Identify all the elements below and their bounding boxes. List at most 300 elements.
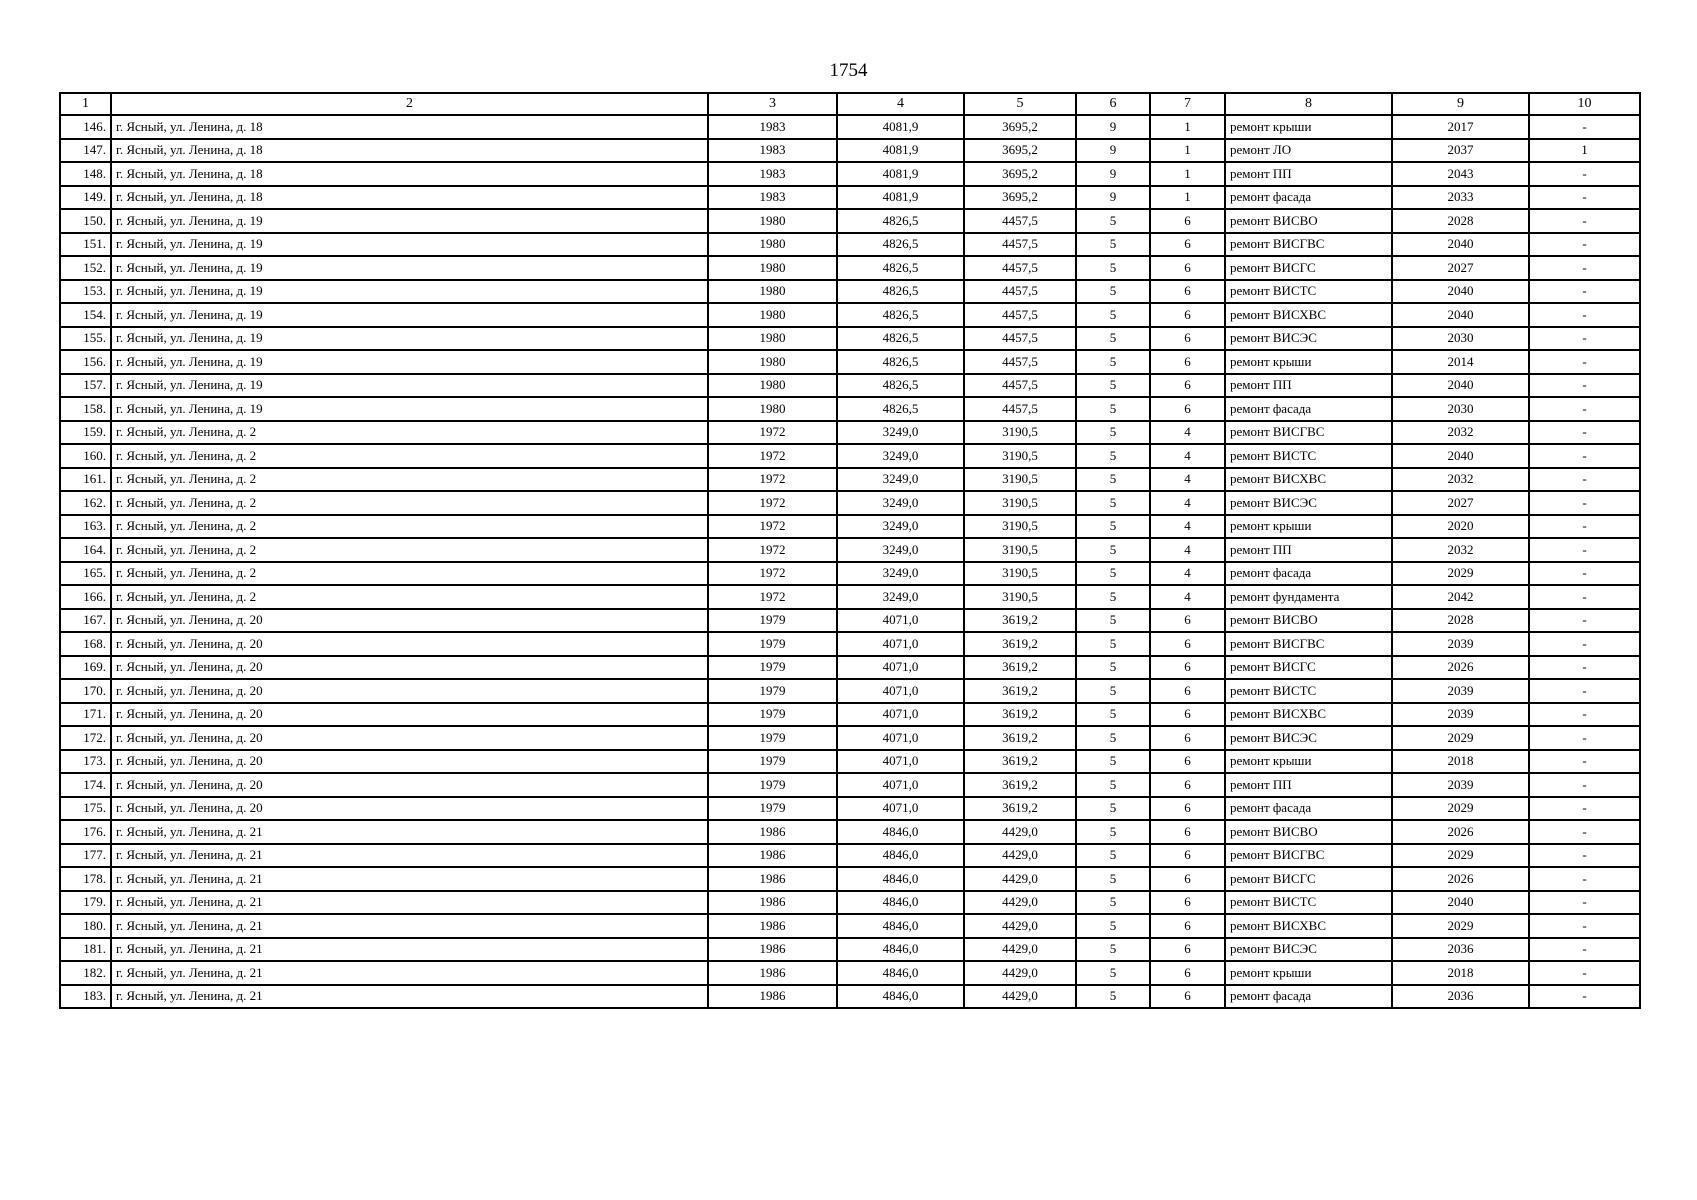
total-area-cell: 4071,0 xyxy=(837,797,964,821)
work-type-cell: ремонт ВИСТС xyxy=(1225,444,1392,468)
table-row xyxy=(60,115,1640,139)
entrances-cell: 4 xyxy=(1150,468,1225,492)
living-area-cell: 3619,2 xyxy=(964,679,1076,703)
row-number: 173. xyxy=(60,750,111,774)
address-cell: г. Ясный, ул. Ленина, д. 20 xyxy=(111,656,708,680)
row-number: 172. xyxy=(60,726,111,750)
flag-cell: - xyxy=(1529,938,1640,962)
entrances-cell: 6 xyxy=(1150,938,1225,962)
row-number: 148. xyxy=(60,162,111,186)
address-cell: г. Ясный, ул. Ленина, д. 2 xyxy=(111,585,708,609)
row-number: 153. xyxy=(60,280,111,304)
flag-cell: - xyxy=(1529,115,1640,139)
year-planned-cell: 2029 xyxy=(1392,844,1529,868)
year-planned-cell: 2040 xyxy=(1392,233,1529,257)
year-planned-cell: 2027 xyxy=(1392,256,1529,280)
living-area-cell: 4457,5 xyxy=(964,350,1076,374)
entrances-cell: 4 xyxy=(1150,538,1225,562)
entrances-cell: 6 xyxy=(1150,891,1225,915)
year-built-cell: 1986 xyxy=(708,914,837,938)
address-cell: г. Ясный, ул. Ленина, д. 20 xyxy=(111,726,708,750)
year-planned-cell: 2017 xyxy=(1392,115,1529,139)
row-number: 166. xyxy=(60,585,111,609)
total-area-cell: 4071,0 xyxy=(837,726,964,750)
address-cell: г. Ясный, ул. Ленина, д. 21 xyxy=(111,844,708,868)
year-built-cell: 1972 xyxy=(708,562,837,586)
living-area-cell: 4429,0 xyxy=(964,914,1076,938)
year-planned-cell: 2040 xyxy=(1392,444,1529,468)
floors-cell: 5 xyxy=(1076,374,1150,398)
year-built-cell: 1979 xyxy=(708,609,837,633)
entrances-cell: 6 xyxy=(1150,280,1225,304)
row-number: 174. xyxy=(60,773,111,797)
work-type-cell: ремонт ВИСХВС xyxy=(1225,303,1392,327)
total-area-cell: 3249,0 xyxy=(837,562,964,586)
year-planned-cell: 2036 xyxy=(1392,985,1529,1009)
column-header: 3 xyxy=(708,93,837,115)
work-type-cell: ремонт ВИСГВС xyxy=(1225,233,1392,257)
row-number: 146. xyxy=(60,115,111,139)
year-planned-cell: 2026 xyxy=(1392,656,1529,680)
total-area-cell: 4081,9 xyxy=(837,186,964,210)
year-planned-cell: 2036 xyxy=(1392,938,1529,962)
work-type-cell: ремонт ВИСЭС xyxy=(1225,491,1392,515)
total-area-cell: 4081,9 xyxy=(837,115,964,139)
table-row xyxy=(60,562,1640,586)
address-cell: г. Ясный, ул. Ленина, д. 20 xyxy=(111,797,708,821)
floors-cell: 5 xyxy=(1076,985,1150,1009)
table-row xyxy=(60,679,1640,703)
flag-cell: - xyxy=(1529,679,1640,703)
living-area-cell: 4429,0 xyxy=(964,844,1076,868)
table-row xyxy=(60,209,1640,233)
row-number: 161. xyxy=(60,468,111,492)
total-area-cell: 4846,0 xyxy=(837,867,964,891)
year-built-cell: 1979 xyxy=(708,797,837,821)
row-number: 180. xyxy=(60,914,111,938)
table-row xyxy=(60,280,1640,304)
living-area-cell: 4429,0 xyxy=(964,820,1076,844)
address-cell: г. Ясный, ул. Ленина, д. 19 xyxy=(111,256,708,280)
row-number: 168. xyxy=(60,632,111,656)
row-number: 170. xyxy=(60,679,111,703)
living-area-cell: 3619,2 xyxy=(964,656,1076,680)
flag-cell: - xyxy=(1529,703,1640,727)
living-area-cell: 4457,5 xyxy=(964,303,1076,327)
table-row xyxy=(60,233,1640,257)
flag-cell: - xyxy=(1529,397,1640,421)
address-cell: г. Ясный, ул. Ленина, д. 20 xyxy=(111,609,708,633)
total-area-cell: 4826,5 xyxy=(837,374,964,398)
living-area-cell: 3695,2 xyxy=(964,139,1076,163)
work-type-cell: ремонт ВИСТС xyxy=(1225,280,1392,304)
total-area-cell: 4846,0 xyxy=(837,985,964,1009)
year-built-cell: 1980 xyxy=(708,256,837,280)
address-cell: г. Ясный, ул. Ленина, д. 2 xyxy=(111,421,708,445)
flag-cell: - xyxy=(1529,797,1640,821)
year-planned-cell: 2029 xyxy=(1392,562,1529,586)
table-row xyxy=(60,397,1640,421)
page-number: 1754 xyxy=(829,60,868,81)
year-built-cell: 1972 xyxy=(708,491,837,515)
year-planned-cell: 2029 xyxy=(1392,914,1529,938)
year-planned-cell: 2014 xyxy=(1392,350,1529,374)
total-area-cell: 3249,0 xyxy=(837,538,964,562)
column-header: 8 xyxy=(1225,93,1392,115)
address-cell: г. Ясный, ул. Ленина, д. 21 xyxy=(111,938,708,962)
row-number: 163. xyxy=(60,515,111,539)
living-area-cell: 4429,0 xyxy=(964,961,1076,985)
address-cell: г. Ясный, ул. Ленина, д. 20 xyxy=(111,773,708,797)
work-type-cell: ремонт фасада xyxy=(1225,397,1392,421)
column-header: 7 xyxy=(1150,93,1225,115)
table-row xyxy=(60,421,1640,445)
floors-cell: 5 xyxy=(1076,632,1150,656)
living-area-cell: 3619,2 xyxy=(964,773,1076,797)
floors-cell: 5 xyxy=(1076,327,1150,351)
year-built-cell: 1972 xyxy=(708,538,837,562)
year-built-cell: 1983 xyxy=(708,162,837,186)
entrances-cell: 4 xyxy=(1150,515,1225,539)
year-planned-cell: 2040 xyxy=(1392,891,1529,915)
living-area-cell: 4429,0 xyxy=(964,891,1076,915)
flag-cell: - xyxy=(1529,961,1640,985)
entrances-cell: 6 xyxy=(1150,961,1225,985)
address-cell: г. Ясный, ул. Ленина, д. 2 xyxy=(111,538,708,562)
year-planned-cell: 2027 xyxy=(1392,491,1529,515)
living-area-cell: 3619,2 xyxy=(964,750,1076,774)
year-planned-cell: 2039 xyxy=(1392,632,1529,656)
entrances-cell: 6 xyxy=(1150,914,1225,938)
floors-cell: 5 xyxy=(1076,585,1150,609)
address-cell: г. Ясный, ул. Ленина, д. 21 xyxy=(111,914,708,938)
address-cell: г. Ясный, ул. Ленина, д. 19 xyxy=(111,374,708,398)
floors-cell: 5 xyxy=(1076,256,1150,280)
year-built-cell: 1986 xyxy=(708,961,837,985)
work-type-cell: ремонт фундамента xyxy=(1225,585,1392,609)
address-cell: г. Ясный, ул. Ленина, д. 2 xyxy=(111,562,708,586)
row-number: 183. xyxy=(60,985,111,1009)
row-number: 177. xyxy=(60,844,111,868)
entrances-cell: 6 xyxy=(1150,679,1225,703)
living-area-cell: 3619,2 xyxy=(964,609,1076,633)
address-cell: г. Ясный, ул. Ленина, д. 21 xyxy=(111,867,708,891)
year-built-cell: 1979 xyxy=(708,726,837,750)
work-type-cell: ремонт ВИСГВС xyxy=(1225,632,1392,656)
year-built-cell: 1980 xyxy=(708,397,837,421)
year-built-cell: 1972 xyxy=(708,585,837,609)
year-planned-cell: 2032 xyxy=(1392,538,1529,562)
living-area-cell: 4457,5 xyxy=(964,397,1076,421)
year-planned-cell: 2040 xyxy=(1392,303,1529,327)
work-type-cell: ремонт ВИСЭС xyxy=(1225,327,1392,351)
living-area-cell: 4457,5 xyxy=(964,209,1076,233)
table-row xyxy=(60,374,1640,398)
year-planned-cell: 2026 xyxy=(1392,820,1529,844)
year-planned-cell: 2030 xyxy=(1392,327,1529,351)
floors-cell: 5 xyxy=(1076,773,1150,797)
table-row xyxy=(60,726,1640,750)
entrances-cell: 6 xyxy=(1150,327,1225,351)
floors-cell: 5 xyxy=(1076,421,1150,445)
flag-cell: - xyxy=(1529,468,1640,492)
flag-cell: - xyxy=(1529,609,1640,633)
entrances-cell: 6 xyxy=(1150,750,1225,774)
total-area-cell: 4846,0 xyxy=(837,961,964,985)
entrances-cell: 6 xyxy=(1150,609,1225,633)
work-type-cell: ремонт крыши xyxy=(1225,350,1392,374)
entrances-cell: 6 xyxy=(1150,844,1225,868)
floors-cell: 5 xyxy=(1076,609,1150,633)
year-planned-cell: 2032 xyxy=(1392,421,1529,445)
table-row xyxy=(60,444,1640,468)
registry-table xyxy=(59,92,1641,1009)
row-number: 165. xyxy=(60,562,111,586)
total-area-cell: 4846,0 xyxy=(837,891,964,915)
address-cell: г. Ясный, ул. Ленина, д. 18 xyxy=(111,115,708,139)
work-type-cell: ремонт ЛО xyxy=(1225,139,1392,163)
flag-cell: - xyxy=(1529,256,1640,280)
work-type-cell: ремонт фасада xyxy=(1225,186,1392,210)
year-built-cell: 1972 xyxy=(708,468,837,492)
table-row xyxy=(60,820,1640,844)
year-planned-cell: 2030 xyxy=(1392,397,1529,421)
address-cell: г. Ясный, ул. Ленина, д. 2 xyxy=(111,444,708,468)
address-cell: г. Ясный, ул. Ленина, д. 19 xyxy=(111,350,708,374)
entrances-cell: 6 xyxy=(1150,656,1225,680)
year-planned-cell: 2032 xyxy=(1392,468,1529,492)
year-built-cell: 1979 xyxy=(708,773,837,797)
floors-cell: 5 xyxy=(1076,233,1150,257)
floors-cell: 5 xyxy=(1076,797,1150,821)
living-area-cell: 4457,5 xyxy=(964,374,1076,398)
year-planned-cell: 2037 xyxy=(1392,139,1529,163)
entrances-cell: 1 xyxy=(1150,186,1225,210)
address-cell: г. Ясный, ул. Ленина, д. 19 xyxy=(111,209,708,233)
entrances-cell: 6 xyxy=(1150,350,1225,374)
living-area-cell: 3190,5 xyxy=(964,585,1076,609)
total-area-cell: 4826,5 xyxy=(837,280,964,304)
year-built-cell: 1980 xyxy=(708,327,837,351)
total-area-cell: 4846,0 xyxy=(837,844,964,868)
living-area-cell: 4429,0 xyxy=(964,867,1076,891)
flag-cell: - xyxy=(1529,186,1640,210)
entrances-cell: 6 xyxy=(1150,632,1225,656)
table-row xyxy=(60,656,1640,680)
floors-cell: 5 xyxy=(1076,679,1150,703)
total-area-cell: 4071,0 xyxy=(837,703,964,727)
total-area-cell: 3249,0 xyxy=(837,585,964,609)
year-planned-cell: 2028 xyxy=(1392,609,1529,633)
table-row xyxy=(60,609,1640,633)
floors-cell: 5 xyxy=(1076,280,1150,304)
living-area-cell: 3190,5 xyxy=(964,562,1076,586)
row-number: 181. xyxy=(60,938,111,962)
flag-cell: - xyxy=(1529,491,1640,515)
flag-cell: - xyxy=(1529,233,1640,257)
work-type-cell: ремонт ВИСГС xyxy=(1225,256,1392,280)
work-type-cell: ремонт ВИСВО xyxy=(1225,820,1392,844)
floors-cell: 5 xyxy=(1076,820,1150,844)
total-area-cell: 3249,0 xyxy=(837,421,964,445)
table-row xyxy=(60,938,1640,962)
address-cell: г. Ясный, ул. Ленина, д. 21 xyxy=(111,820,708,844)
table-row xyxy=(60,773,1640,797)
floors-cell: 5 xyxy=(1076,209,1150,233)
work-type-cell: ремонт ВИСГС xyxy=(1225,867,1392,891)
row-number: 158. xyxy=(60,397,111,421)
floors-cell: 5 xyxy=(1076,468,1150,492)
living-area-cell: 4429,0 xyxy=(964,938,1076,962)
table-row xyxy=(60,256,1640,280)
entrances-cell: 6 xyxy=(1150,773,1225,797)
flag-cell: - xyxy=(1529,773,1640,797)
work-type-cell: ремонт ПП xyxy=(1225,374,1392,398)
total-area-cell: 4071,0 xyxy=(837,632,964,656)
flag-cell: - xyxy=(1529,350,1640,374)
total-area-cell: 4826,5 xyxy=(837,303,964,327)
floors-cell: 5 xyxy=(1076,303,1150,327)
row-number: 150. xyxy=(60,209,111,233)
living-area-cell: 3695,2 xyxy=(964,162,1076,186)
work-type-cell: ремонт фасада xyxy=(1225,985,1392,1009)
row-number: 151. xyxy=(60,233,111,257)
work-type-cell: ремонт крыши xyxy=(1225,115,1392,139)
total-area-cell: 4846,0 xyxy=(837,914,964,938)
floors-cell: 5 xyxy=(1076,938,1150,962)
address-cell: г. Ясный, ул. Ленина, д. 20 xyxy=(111,750,708,774)
floors-cell: 5 xyxy=(1076,562,1150,586)
total-area-cell: 3249,0 xyxy=(837,491,964,515)
column-header: 4 xyxy=(837,93,964,115)
table-row xyxy=(60,891,1640,915)
table-row xyxy=(60,961,1640,985)
column-header: 6 xyxy=(1076,93,1150,115)
year-planned-cell: 2028 xyxy=(1392,209,1529,233)
year-built-cell: 1983 xyxy=(708,115,837,139)
total-area-cell: 4826,5 xyxy=(837,350,964,374)
address-cell: г. Ясный, ул. Ленина, д. 21 xyxy=(111,961,708,985)
year-built-cell: 1980 xyxy=(708,233,837,257)
address-cell: г. Ясный, ул. Ленина, д. 18 xyxy=(111,162,708,186)
flag-cell: - xyxy=(1529,585,1640,609)
floors-cell: 5 xyxy=(1076,350,1150,374)
table-row xyxy=(60,468,1640,492)
table-row xyxy=(60,914,1640,938)
total-area-cell: 4071,0 xyxy=(837,656,964,680)
flag-cell: - xyxy=(1529,538,1640,562)
year-built-cell: 1986 xyxy=(708,820,837,844)
column-header: 2 xyxy=(111,93,708,115)
floors-cell: 5 xyxy=(1076,444,1150,468)
row-number: 167. xyxy=(60,609,111,633)
row-number: 159. xyxy=(60,421,111,445)
row-number: 162. xyxy=(60,491,111,515)
flag-cell: - xyxy=(1529,515,1640,539)
year-built-cell: 1986 xyxy=(708,985,837,1009)
address-cell: г. Ясный, ул. Ленина, д. 2 xyxy=(111,468,708,492)
work-type-cell: ремонт ПП xyxy=(1225,773,1392,797)
living-area-cell: 3190,5 xyxy=(964,444,1076,468)
floors-cell: 9 xyxy=(1076,162,1150,186)
year-built-cell: 1986 xyxy=(708,938,837,962)
row-number: 182. xyxy=(60,961,111,985)
row-number: 149. xyxy=(60,186,111,210)
total-area-cell: 4826,5 xyxy=(837,397,964,421)
address-cell: г. Ясный, ул. Ленина, д. 20 xyxy=(111,679,708,703)
work-type-cell: ремонт ПП xyxy=(1225,162,1392,186)
year-planned-cell: 2039 xyxy=(1392,679,1529,703)
year-built-cell: 1980 xyxy=(708,374,837,398)
floors-cell: 5 xyxy=(1076,703,1150,727)
living-area-cell: 3190,5 xyxy=(964,421,1076,445)
row-number: 171. xyxy=(60,703,111,727)
total-area-cell: 3249,0 xyxy=(837,468,964,492)
address-cell: г. Ясный, ул. Ленина, д. 20 xyxy=(111,632,708,656)
year-built-cell: 1986 xyxy=(708,891,837,915)
living-area-cell: 3190,5 xyxy=(964,538,1076,562)
total-area-cell: 4826,5 xyxy=(837,233,964,257)
flag-cell: - xyxy=(1529,327,1640,351)
year-built-cell: 1986 xyxy=(708,844,837,868)
work-type-cell: ремонт фасада xyxy=(1225,797,1392,821)
address-cell: г. Ясный, ул. Ленина, д. 2 xyxy=(111,515,708,539)
year-planned-cell: 2026 xyxy=(1392,867,1529,891)
table-row xyxy=(60,303,1640,327)
flag-cell: - xyxy=(1529,891,1640,915)
row-number: 169. xyxy=(60,656,111,680)
year-planned-cell: 2039 xyxy=(1392,703,1529,727)
address-cell: г. Ясный, ул. Ленина, д. 19 xyxy=(111,397,708,421)
work-type-cell: ремонт крыши xyxy=(1225,515,1392,539)
work-type-cell: ремонт ВИСЭС xyxy=(1225,726,1392,750)
total-area-cell: 4071,0 xyxy=(837,609,964,633)
flag-cell: - xyxy=(1529,209,1640,233)
row-number: 176. xyxy=(60,820,111,844)
flag-cell: - xyxy=(1529,421,1640,445)
floors-cell: 5 xyxy=(1076,656,1150,680)
table-row xyxy=(60,867,1640,891)
year-built-cell: 1979 xyxy=(708,750,837,774)
work-type-cell: ремонт ВИСЭС xyxy=(1225,938,1392,962)
year-planned-cell: 2033 xyxy=(1392,186,1529,210)
year-built-cell: 1979 xyxy=(708,703,837,727)
living-area-cell: 3619,2 xyxy=(964,703,1076,727)
address-cell: г. Ясный, ул. Ленина, д. 19 xyxy=(111,233,708,257)
work-type-cell: ремонт крыши xyxy=(1225,750,1392,774)
entrances-cell: 6 xyxy=(1150,397,1225,421)
floors-cell: 5 xyxy=(1076,726,1150,750)
address-cell: г. Ясный, ул. Ленина, д. 19 xyxy=(111,303,708,327)
work-type-cell: ремонт ВИСХВС xyxy=(1225,914,1392,938)
entrances-cell: 4 xyxy=(1150,585,1225,609)
row-number: 178. xyxy=(60,867,111,891)
year-planned-cell: 2039 xyxy=(1392,773,1529,797)
living-area-cell: 3619,2 xyxy=(964,632,1076,656)
column-header: 5 xyxy=(964,93,1076,115)
flag-cell: - xyxy=(1529,632,1640,656)
table-row xyxy=(60,139,1640,163)
table-row xyxy=(60,350,1640,374)
year-planned-cell: 2040 xyxy=(1392,374,1529,398)
flag-cell: - xyxy=(1529,985,1640,1009)
column-header: 10 xyxy=(1529,93,1640,115)
living-area-cell: 4457,5 xyxy=(964,280,1076,304)
floors-cell: 5 xyxy=(1076,750,1150,774)
entrances-cell: 1 xyxy=(1150,162,1225,186)
living-area-cell: 3695,2 xyxy=(964,186,1076,210)
total-area-cell: 4846,0 xyxy=(837,938,964,962)
